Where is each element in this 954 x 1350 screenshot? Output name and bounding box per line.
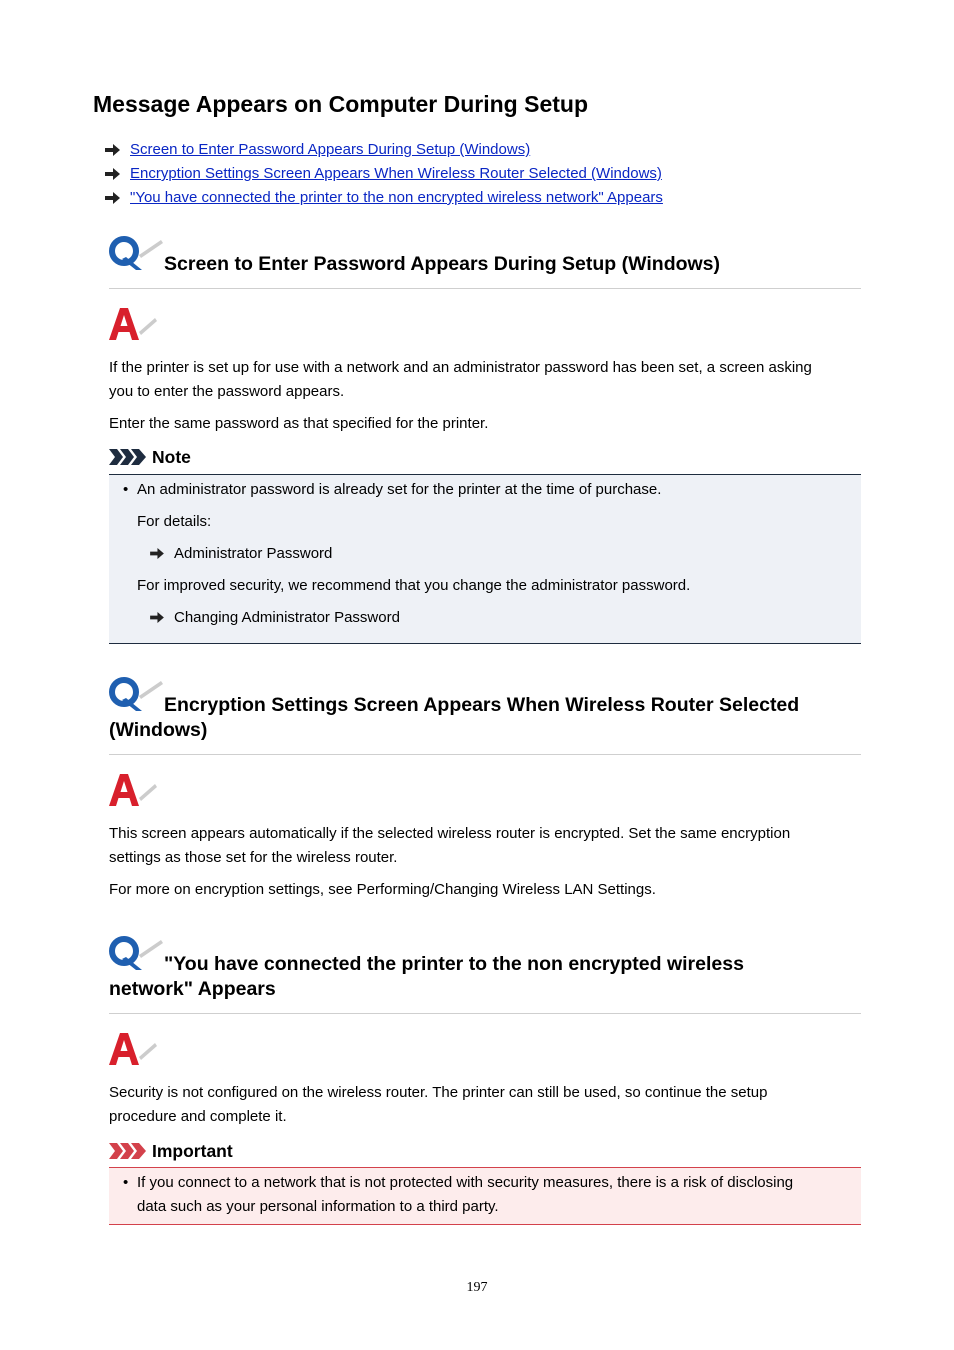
toc-item — [105, 138, 663, 162]
answer-line: If the printer is set up for use with a network and an administrator password has been set, a screen asking — [109, 359, 812, 376]
arrow-right-icon — [150, 612, 164, 623]
bullet-dot: • — [123, 481, 129, 498]
bullet-dot: • — [123, 1174, 129, 1191]
toc-link-password-screen[interactable]: Screen to Enter Password Appears During Setup (Windows) — [130, 141, 531, 158]
toc-item — [105, 186, 663, 210]
toc-link-encryption-settings[interactable]: Encryption Settings Screen Appears When Wireless Router Selected (Windows) — [130, 165, 662, 182]
divider — [109, 1013, 861, 1014]
page-title: Message Appears on Computer During Setup — [93, 91, 588, 117]
answer-icon — [109, 1031, 157, 1067]
question-icon — [109, 674, 163, 714]
note-heading — [109, 446, 191, 468]
arrow-right-icon — [105, 168, 120, 180]
note-bullet-text: An administrator password is already set for the printer at the time of purchase. — [137, 481, 662, 498]
question-icon — [109, 233, 163, 273]
arrow-right-icon — [105, 192, 120, 204]
arrow-right-icon — [150, 548, 164, 559]
question-title-line: network" Appears — [109, 978, 276, 1000]
note-icon — [109, 449, 146, 465]
answer-icon — [109, 772, 157, 808]
question-title-line: (Windows) — [109, 719, 208, 741]
question-heading-2 — [109, 674, 861, 743]
answer-paragraph: Enter the same password as that specified for the printer. — [109, 415, 489, 432]
answer-line: you to enter the password appears. — [109, 383, 345, 400]
note-for-details: For details: — [137, 513, 212, 530]
question-title — [109, 674, 861, 743]
important-label: Important — [152, 1140, 233, 1161]
question-title-line: "You have connected the printer to the non encrypted wireless — [164, 953, 744, 975]
divider — [109, 288, 861, 289]
important-line: If you connect to a network that is not protected with security measures, there is a risk of disclosing — [137, 1174, 794, 1191]
important-heading — [109, 1140, 233, 1162]
note-label: Note — [152, 446, 191, 467]
arrow-right-icon — [105, 144, 120, 156]
important-box — [109, 1167, 861, 1225]
answer-icon — [109, 306, 157, 342]
toc-link-non-encrypted-network[interactable]: "You have connected the printer to the non encrypted wireless network" Appears — [130, 189, 663, 206]
answer-line: procedure and complete it. — [109, 1108, 287, 1125]
answer-paragraph — [109, 356, 861, 404]
note-link-change-password[interactable]: Changing Administrator Password — [174, 609, 400, 626]
question-title-line: Encryption Settings Screen Appears When Wireless Router Selected — [164, 694, 800, 716]
question-title — [109, 933, 861, 1002]
answer-line: settings as those set for the wireless router. — [109, 849, 398, 866]
toc-list — [105, 138, 663, 210]
note-box — [109, 474, 861, 644]
answer-line: Security is not configured on the wireless router. The printer can still be used, so continue the setup — [109, 1084, 768, 1101]
answer-line: This screen appears automatically if the selected wireless router is encrypted. Set the same encryption — [109, 825, 791, 842]
answer-paragraph — [109, 1081, 861, 1129]
note-link-admin-password[interactable]: Administrator Password — [174, 545, 333, 562]
important-line: data such as your personal information to a third party. — [137, 1198, 499, 1215]
question-heading-3 — [109, 933, 861, 1002]
note-security-text: For improved security, we recommend that you change the administrator password. — [137, 577, 691, 594]
answer-paragraph: For more on encryption settings, see Performing/Changing Wireless LAN Settings. — [109, 881, 656, 898]
divider — [109, 754, 861, 755]
important-icon — [109, 1143, 146, 1159]
answer-paragraph — [109, 822, 861, 870]
page-number: 197 — [466, 1280, 488, 1295]
toc-item — [105, 162, 663, 186]
question-heading-1 — [109, 233, 861, 277]
question-icon — [109, 933, 163, 973]
question-title: Screen to Enter Password Appears During Setup (Windows) — [164, 253, 721, 275]
